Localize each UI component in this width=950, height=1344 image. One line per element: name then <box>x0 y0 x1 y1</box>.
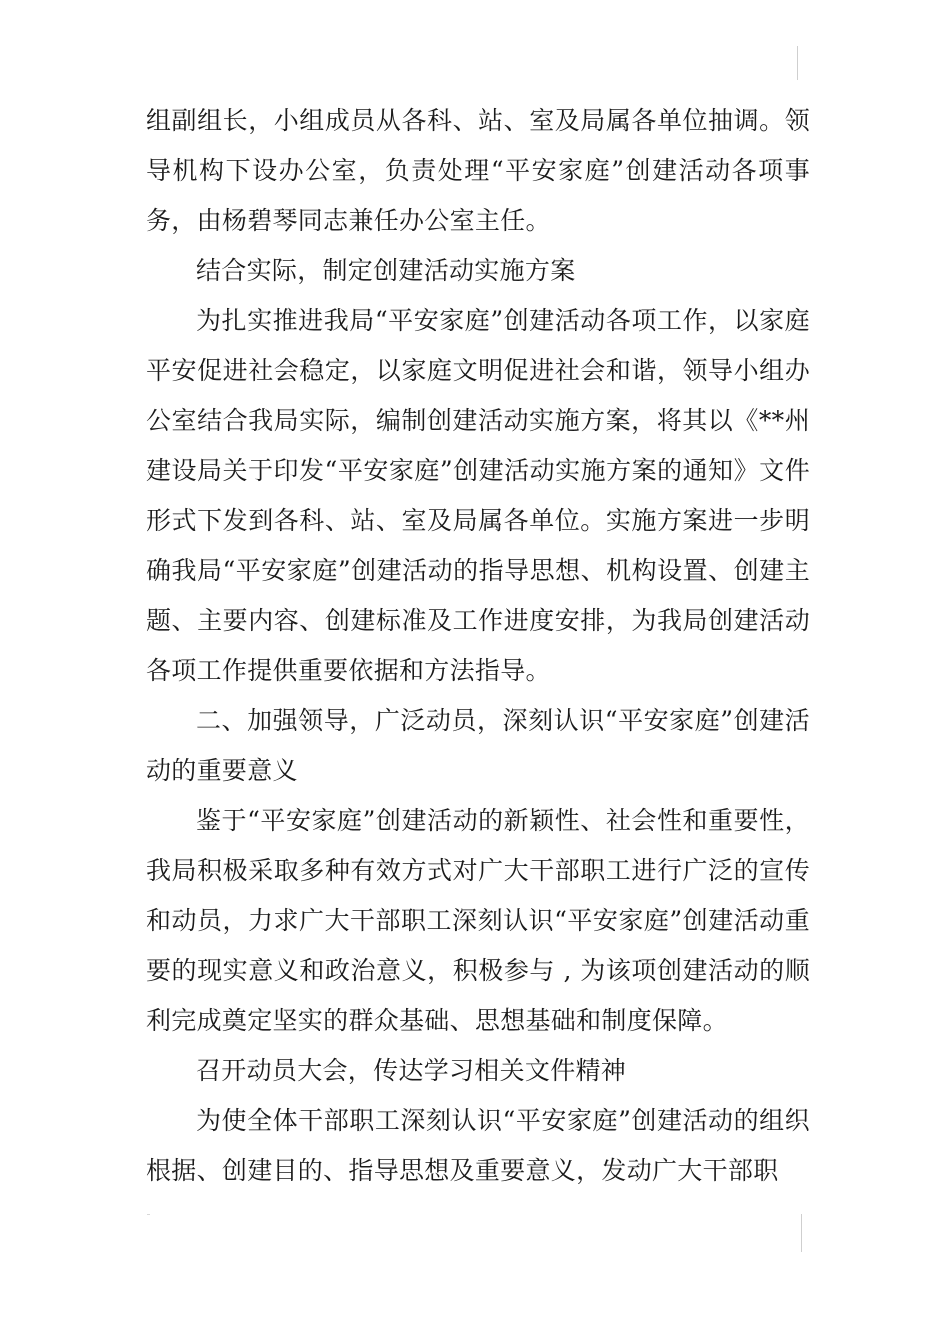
section-heading: 二、加强领导，广泛动员，深刻认识“平安家庭”创建活动的重要意义 <box>146 706 810 785</box>
section-heading: 结合实际，制定创建活动实施方案 <box>196 256 576 285</box>
section-heading: 召开动员大会，传达学习相关文件精神 <box>196 1056 627 1085</box>
paragraph: 为扎实推进我局“平安家庭”创建活动各项工作，以家庭平安促进社会稳定，以家庭文明促进社会和谐，领导小组办公室结合我局实际，编制创建活动实施方案，将其以《**州建设局关于印发“平安家庭”创建活动实施方案的通知》文件形式下发到各科、站、室及局属各单位。实施方案进一步明确我局“平安家庭”创建活动的指导思想、机构设置、创建主题、主要内容、创建标准及工作进度安排，为我局创建活动各项工作提供重要依据和方法指导。 <box>146 306 810 685</box>
page-corner-mark-left <box>147 1214 150 1215</box>
paragraph: 为使全体干部职工深刻认识“平安家庭”创建活动的组织根据、创建目的、指导思想及重要意义，发动广大干部职 <box>146 1106 810 1185</box>
paragraph: 组副组长，小组成员从各科、站、室及局属各单位抽调。领导机构下设办公室，负责处理“平安家庭”创建活动各项事务，由杨碧琴同志兼任办公室主任。 <box>146 106 810 235</box>
document-body <box>146 96 810 1196</box>
paragraph: 鉴于“平安家庭”创建活动的新颖性、社会性和重要性，我局积极采取多种有效方式对广大干部职工进行广泛的宣传和动员，力求广大干部职工深刻认识“平安家庭”创建活动重要的现实意义和政治意义，积极参与 , 为该项创建活动的顺利完成奠定坚实的群众基础、思想基础和制度保障。 <box>146 806 810 1035</box>
page-corner-mark-bottom <box>801 1214 802 1252</box>
page-corner-mark-top <box>797 46 798 80</box>
